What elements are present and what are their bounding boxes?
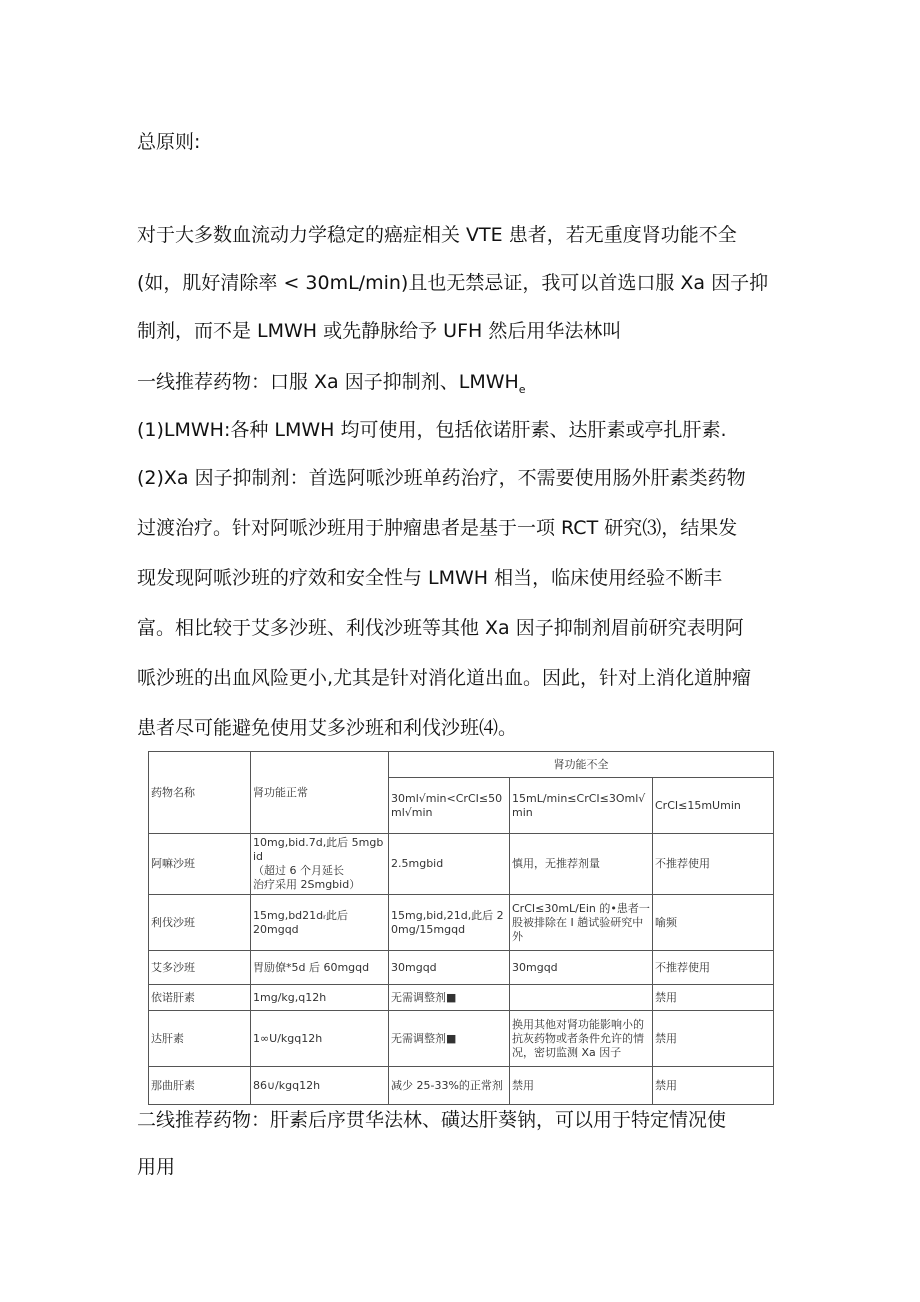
cell-crcl-15-30: 慎用，无推荐剂量 <box>510 834 653 895</box>
cell-crcl-30-50: 15mg,bid,21d,此后 20mg/15mgqd <box>389 895 510 951</box>
cell-normal <box>251 985 389 1011</box>
first-line-subscript: e <box>518 383 526 396</box>
cell-crcl-15-30: 禁用 <box>510 1067 653 1105</box>
dosing-table <box>148 751 774 1105</box>
cell-crcl-15-30 <box>510 985 653 1011</box>
text-line: (如，肌好清除率 < 30mL/min)且也无禁忌证，我可以首选口服 Xa 因子抑 <box>137 272 769 294</box>
cell-normal <box>251 1011 389 1067</box>
text-line: (1)LMWH:各种 LMWH 均可使用，包括依诺肝素、达肝素或亭扎肝素. <box>137 419 727 441</box>
cell-line: 1mg/kg,q12h <box>253 990 327 1004</box>
cell-drug: 那曲肝素 <box>149 1067 251 1105</box>
cell-crcl-under-15: 禁用 <box>653 985 774 1011</box>
header-renal-normal: 肾功能正常 <box>251 752 389 834</box>
table-row <box>149 985 774 1011</box>
header-renal-impaired: 肾功能不全 <box>389 752 774 778</box>
text-line: 用用 <box>137 1156 176 1178</box>
table-row <box>149 951 774 985</box>
cell-line: 胃励僚*5d 后 60mgqd <box>253 960 370 974</box>
cell-line: 86∪/kgq12h <box>253 1078 321 1092</box>
cell-crcl-30-50: 减少 25-33%的正常剂 <box>389 1067 510 1105</box>
cell-crcl-under-15: 喻频 <box>653 895 774 951</box>
cell-crcl-30-50: 无需调整剂■ <box>389 985 510 1011</box>
cell-drug: 依诺肝素 <box>149 985 251 1011</box>
cell-line: 治疗采用 2Smgbid） <box>253 878 361 891</box>
cell-line: 10mg,bid.7d,此后 5mgbid <box>253 836 384 863</box>
text-line: 现发现阿哌沙班的疗效和安全性与 LMWH 相当，临床使用经验不断丰 <box>137 567 723 589</box>
text-line: 制剂，而不是 LMWH 或先静脉给予 UFH 然后用华法林叫 <box>137 320 622 342</box>
cell-crcl-under-15: 不推荐使用 <box>653 834 774 895</box>
cell-normal <box>251 1067 389 1105</box>
cell-drug: 阿嘛沙班 <box>149 834 251 895</box>
text-line: 富。相比较于艾多沙班、利伐沙班等其他 Xa 因子抑制剂眉前研究表明阿 <box>137 617 744 639</box>
table-header-row <box>149 752 774 778</box>
table-row <box>149 1067 774 1105</box>
cell-line: （超过 6 个月延长 <box>253 864 344 877</box>
cell-crcl-15-30: CrCI≤30mL/Ein 的•患者一股被排除在 I 趟试验研究中外 <box>510 895 653 951</box>
subheader-crcl-30-50: 30ml√min<CrCI≤50ml√min <box>389 778 510 834</box>
cell-crcl-15-30: 30mgqd <box>510 951 653 985</box>
section-heading: 总原则: <box>137 131 201 153</box>
cell-line: 15mg,bd21dᵣ此后 <box>253 908 348 922</box>
table-row <box>149 1011 774 1067</box>
text-line: (2)Xa 因子抑制剂：首选阿哌沙班单药治疗，不需要使用肠外肝素类药物 <box>137 467 746 489</box>
cell-crcl-30-50: 2.5mgbid <box>389 834 510 895</box>
table-row <box>149 895 774 951</box>
text-line <box>137 367 526 396</box>
text-line: 二线推荐药物：肝素后序贯华法林、磺达肝葵钠，可以用于特定情况使 <box>137 1109 727 1131</box>
cell-crcl-15-30: 换用其他对肾功能影响小的抗灰药物或者条件允许的情况，密切监测 Xa 因子 <box>510 1011 653 1067</box>
cell-line: 1∞U/kgq12h <box>253 1031 323 1045</box>
cell-crcl-30-50: 30mgqd <box>389 951 510 985</box>
cell-normal <box>251 951 389 985</box>
table-row <box>149 834 774 895</box>
text-line: 患者尽可能避免使用艾多沙班和利伐沙班⑷。 <box>137 717 518 739</box>
cell-crcl-30-50: 无需调整剂■ <box>389 1011 510 1067</box>
cell-crcl-under-15: 不推荐使用 <box>653 951 774 985</box>
text-line: 哌沙班的出血风险更小,尤其是针对消化道出血。因此，针对上消化道肿瘤 <box>137 667 752 689</box>
text-line: 过渡治疗。针对阿哌沙班用于肿瘤患者是基于一项 RCT 研究⑶，结果发 <box>137 517 738 539</box>
cell-drug: 艾多沙班 <box>149 951 251 985</box>
cell-drug: 利伐沙班 <box>149 895 251 951</box>
cell-crcl-under-15: 禁用 <box>653 1067 774 1105</box>
subheader-crcl-15-30: 15mL/min≤CrCI≤3Oml√min <box>510 778 653 834</box>
header-drug-name: 药物名称 <box>149 752 251 834</box>
cell-normal <box>251 834 389 895</box>
first-line-text: 一线推荐药物：口服 Xa 因子抑制剂、LMWH <box>137 371 519 393</box>
cell-normal <box>251 895 389 951</box>
text-line: 对于大多数血流动力学稳定的癌症相关 VTE 患者，若无重度肾功能不全 <box>137 224 737 246</box>
cell-drug: 达肝素 <box>149 1011 251 1067</box>
cell-crcl-under-15: 禁用 <box>653 1011 774 1067</box>
cell-line: 20mgqd <box>253 922 299 936</box>
subheader-crcl-under-15: CrCI≤15mUmin <box>653 778 774 834</box>
